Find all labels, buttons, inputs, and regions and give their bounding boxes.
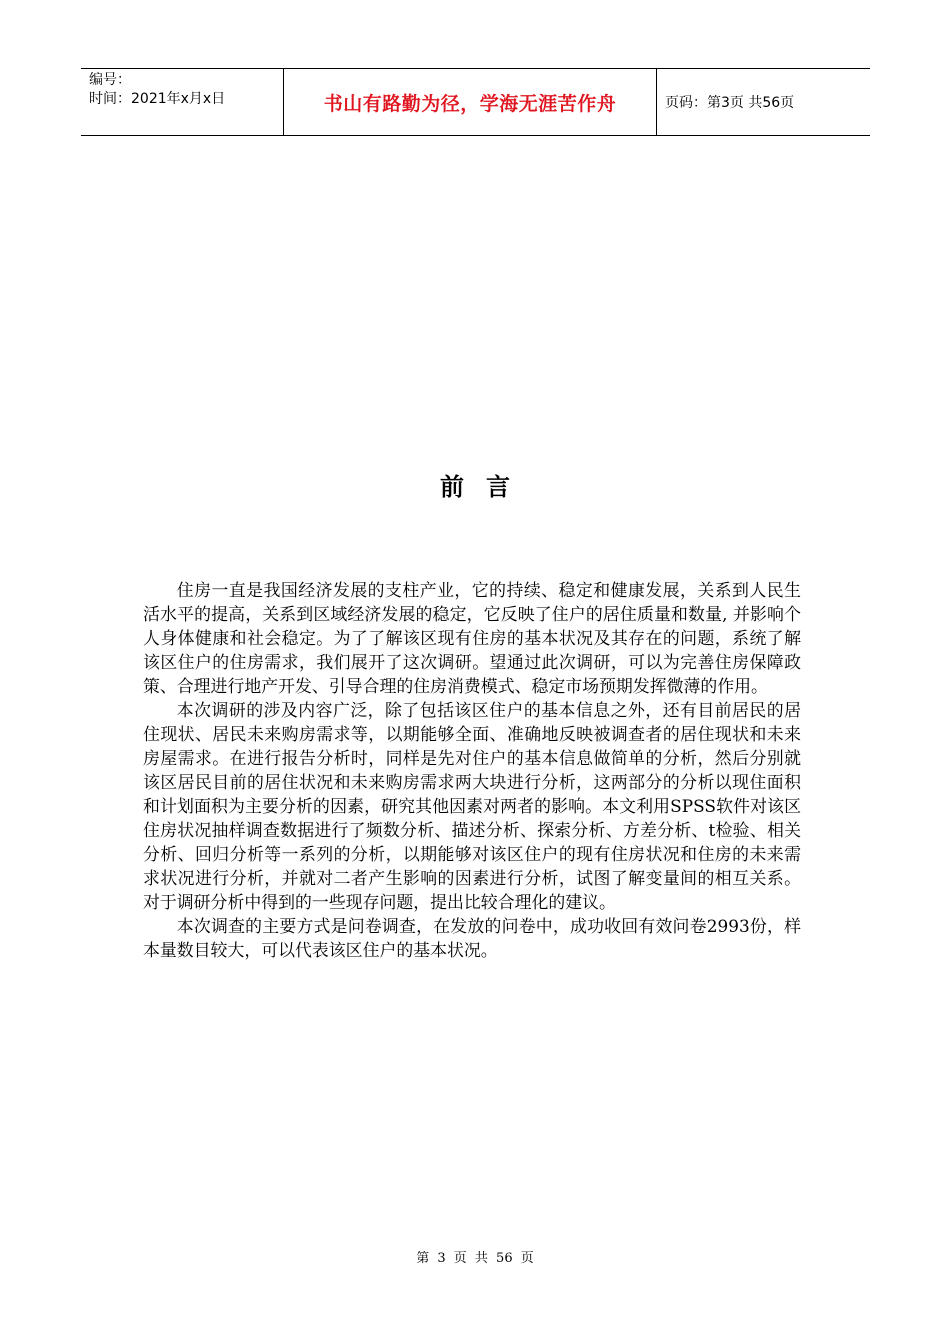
page-footer: 第 3 页 共 56 页 — [416, 1251, 534, 1266]
number-label: 编号： — [89, 72, 131, 88]
header-motto-cell — [283, 69, 657, 135]
paragraph: 本次调查的主要方式是问卷调查，在发放的问卷中，成功收回有效问卷2993份，样本量数目较大，可以代表该区住户的基本状况。 — [143, 916, 801, 960]
motto-text: 书山有路勤为径，学海无涯苦作舟 — [323, 92, 617, 115]
time-label: 时间：2021年x月x日 — [89, 91, 226, 107]
paragraph: 本次调研的涉及内容广泛，除了包括该区住户的基本信息之外，还有目前居民的居住现状、居民未来购房需求等，以期能够全面、准确地反映被调查者的居住现状和未来房屋需求。在进行报告分析时，同样是先对住户的基本信息做简单的分析，然后分别就该区居民目前的居住状况和未来购房需求两大块进行分析，这两部分的分析以现住面积和计划面积为主要分析的因素，研究其他因素对两者的影响。本文利用SPSS软件对该区住房状况抽样调查数据进行了频数分析、描述分析、探索分析、方差分析、t检验、相关分析、回归分析等一系列的分析，以期能够对该区住户的现有住房状况和住房的未来需求状况进行分析，并就对二者产生影响的因素进行分析，试图了解变量间的相互关系。对于调研分析中得到的一些现存问题，提出比较合理化的建议。 — [143, 700, 801, 912]
header-meta — [81, 69, 283, 135]
body-text — [143, 578, 801, 962]
page-title: 前言 — [440, 473, 532, 501]
header-page-code-cell — [657, 69, 870, 135]
page-code: 页码：第3页 共56页 — [665, 95, 795, 111]
paragraph: 住房一直是我国经济发展的支柱产业，它的持续、稳定和健康发展，关系到人民生活水平的提高，关系到区域经济发展的稳定，它反映了住户的居住质量和数量, 并影响个人身体健康和社会稳定。为了了解该区现有住房的基本状况及其存在的问题，系统了解该区住户的住房需求，我们展开了这次调研。望通过此次调研，可以为完善住房保障政策、合理进行地产开发、引导合理的住房消费模式、稳定市场预期发挥微薄的作用。 — [143, 580, 801, 696]
document-header — [81, 68, 870, 136]
